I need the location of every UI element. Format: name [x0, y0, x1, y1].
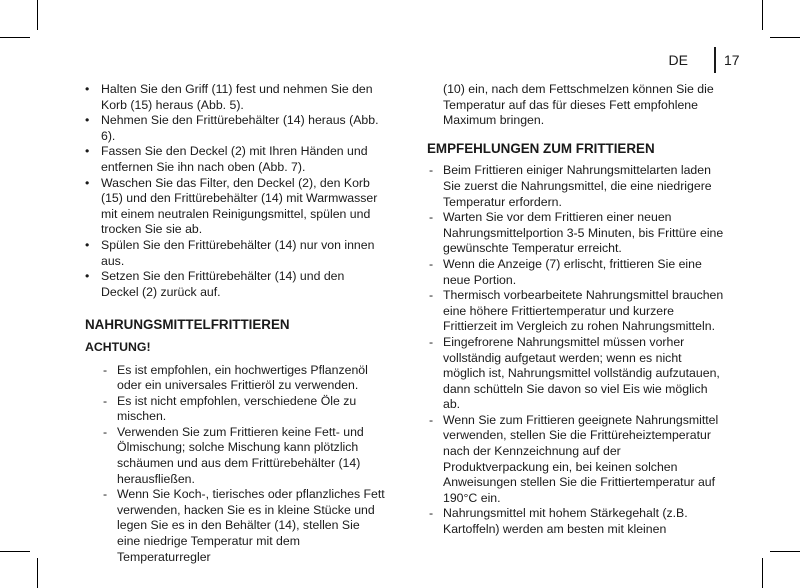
list-item: - Es ist nicht empfohlen, verschiedene Öle zu mischen.: [101, 394, 385, 425]
right-column: [427, 82, 727, 538]
crop-mark-top-left-vertical: [37, 0, 38, 30]
list-item: • Fassen Sie den Deckel (2) mit Ihren Händen und entfernen Sie ihn nach oben (Abb. 7).: [85, 144, 385, 175]
list-item: • Spülen Sie den Frittürebehälter (14) nur von innen aus.: [85, 238, 385, 269]
left-column: [85, 82, 385, 565]
crop-mark-top-right-horizontal: [770, 37, 800, 38]
list-item: - Warten Sie vor dem Frittieren einer neuen Nahrungsmittelportion 3-5 Minuten, bis Frittüre eine gewünschte Temperatur erreicht.: [427, 210, 727, 257]
continued-paragraph: (10) ein, nach dem Fettschmelzen können Sie die Temperatur auf das für dieses Fett empfohlene Maximum bringen.: [443, 82, 714, 128]
list-item: • Halten Sie den Griff (11) fest und nehmen Sie den Korb (15) heraus (Abb. 5).: [85, 82, 385, 113]
crop-mark-top-right-vertical: [762, 0, 763, 30]
section-heading: NAHRUNGSMITTELFRITTIEREN: [85, 317, 290, 333]
warning-heading: ACHTUNG!: [85, 339, 151, 354]
warning-list: [101, 363, 385, 566]
list-item: - Beim Frittieren einiger Nahrungsmittelarten laden Sie zuerst die Nahrungsmittel, die eine niedrigere Temperatur erfordern.: [427, 163, 727, 210]
list-item: - Nahrungsmittel mit hohem Stärkegehalt (z.B. Kartoffeln) werden am besten mit kleinen: [427, 506, 727, 537]
list-item: - Verwenden Sie zum Frittieren keine Fett- und Ölmischung; solche Mischung kann plötzlich schäumen und aus dem Frittürebehälter (14) herausfließen.: [101, 425, 385, 487]
list-item: - Eingefrorene Nahrungsmittel müssen vorher vollständig aufgetaut werden; wenn es nicht möglich ist, Nahrungsmittel vollständig aufzutauen, dann schütteln Sie davon so viel Eis wie möglich ab.: [427, 335, 727, 413]
section-heading: EMPFEHLUNGEN ZUM FRITTIEREN: [427, 140, 655, 156]
crop-mark-bottom-left-vertical: [37, 558, 38, 588]
list-item: - Thermisch vorbearbeitete Nahrungsmittel brauchen eine höhere Frittiertemperatur und kurzere Frittierzeit im Vergleich zu rohen Nahrungsmitteln.: [427, 288, 727, 335]
crop-mark-bottom-left-horizontal: [0, 551, 30, 552]
recommendations-list: [427, 163, 727, 537]
crop-mark-bottom-right-vertical: [762, 558, 763, 588]
list-item: - Wenn Sie Koch-, tierisches oder pflanzliches Fett verwenden, hacken Sie es in kleine Stücke und legen Sie es in den Behälter (14), stellen Sie eine niedrige Temperatur mit dem Temperaturregler: [101, 487, 385, 565]
list-item: • Waschen Sie das Filter, den Deckel (2), den Korb (15) und den Frittürebehälter (14) mit Warmwasser mit einem neutralen Reinigungsmittel, spülen und trocken Sie sie ab.: [85, 176, 385, 238]
header-divider: [714, 47, 716, 73]
list-item: • Nehmen Sie den Frittürebehälter (14) heraus (Abb. 6).: [85, 113, 385, 144]
language-code: DE: [668, 52, 688, 68]
cleaning-steps-list: [85, 82, 385, 300]
list-item: • Setzen Sie den Frittürebehälter (14) und den Deckel (2) zurück auf.: [85, 269, 385, 300]
list-item: - Es ist empfohlen, ein hochwertiges Pflanzenöl oder ein universales Frittieröl zu verwenden.: [101, 363, 385, 394]
list-item: - Wenn Sie zum Frittieren geeignete Nahrungsmittel verwenden, stellen Sie die Frittüreheiztemperatur nach der Kennzeichnung auf der Produktverpackung ein, bei keinen solchen Anweisungen stellen Sie die Frittiertemperatur auf 190°C ein.: [427, 413, 727, 507]
crop-mark-top-left-horizontal: [0, 37, 30, 38]
page-header: [668, 47, 775, 73]
crop-mark-bottom-right-horizontal: [770, 551, 800, 552]
page-number: 17: [724, 52, 740, 68]
list-item: - Wenn die Anzeige (7) erlischt, frittieren Sie eine neue Portion.: [427, 257, 727, 288]
